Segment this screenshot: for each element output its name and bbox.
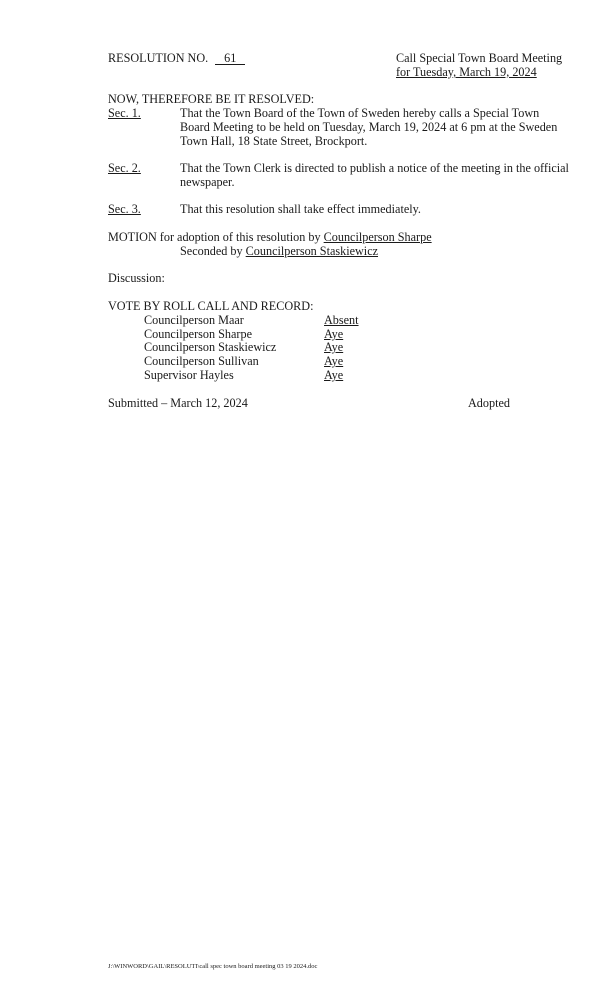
section-2-text: That the Town Clerk is directed to publish a notice of the meeting in the official newspaper. xyxy=(180,161,569,189)
vote-heading: VOTE BY ROLL CALL AND RECORD: xyxy=(108,299,314,313)
resolution-number: 61 xyxy=(215,52,245,65)
section-1-text: That the Town Board of the Town of Sweden hereby calls a Special Town Board Meeting to be held on Tuesday, March 19, 2024 at 6 pm at the Sweden Town Hall, 18 State Street, Brockport. xyxy=(180,106,558,148)
motion-mover: Councilperson Sharpe xyxy=(323,230,432,244)
vote-member-name: Councilperson Sullivan xyxy=(144,354,259,368)
resolved-heading: NOW, THEREFORE BE IT RESOLVED: xyxy=(108,92,315,106)
resolution-title-line2: for Tuesday, March 19, 2024 xyxy=(396,65,537,79)
motion-line xyxy=(108,230,432,244)
vote-member-vote: Aye xyxy=(324,368,344,382)
motion-seconder: Councilperson Staskiewicz xyxy=(245,244,379,258)
resolution-label: RESOLUTION NO. xyxy=(108,51,209,65)
vote-member-vote: Aye xyxy=(324,340,344,354)
vote-member-name: Councilperson Staskiewicz xyxy=(144,340,277,354)
section-2-label: Sec. 2. xyxy=(108,161,141,175)
adoption-status: Adopted xyxy=(468,396,510,410)
submitted-date: Submitted – March 12, 2024 xyxy=(108,396,248,410)
section-1-label: Sec. 1. xyxy=(108,106,141,120)
discussion-label: Discussion: xyxy=(108,271,165,285)
vote-member-name: Councilperson Maar xyxy=(144,313,244,327)
vote-member-vote: Absent xyxy=(324,313,359,327)
document-file-path: J:\WINWORD\GAIL\RESOLUTI\call spec town board meeting 03 19 2024.doc xyxy=(108,963,318,970)
motion-prefix: MOTION for adoption of this resolution by xyxy=(108,230,324,244)
vote-member-name: Supervisor Hayles xyxy=(144,368,234,382)
section-3-text: That this resolution shall take effect immediately. xyxy=(180,202,421,216)
resolution-number-line xyxy=(108,51,245,65)
resolution-title-line1: Call Special Town Board Meeting xyxy=(396,51,563,65)
vote-member-vote: Aye xyxy=(324,327,344,341)
section-3-label: Sec. 3. xyxy=(108,202,141,216)
seconded-line xyxy=(180,244,378,258)
vote-member-vote: Aye xyxy=(324,354,344,368)
vote-member-name: Councilperson Sharpe xyxy=(144,327,252,341)
seconded-prefix: Seconded by xyxy=(180,244,246,258)
